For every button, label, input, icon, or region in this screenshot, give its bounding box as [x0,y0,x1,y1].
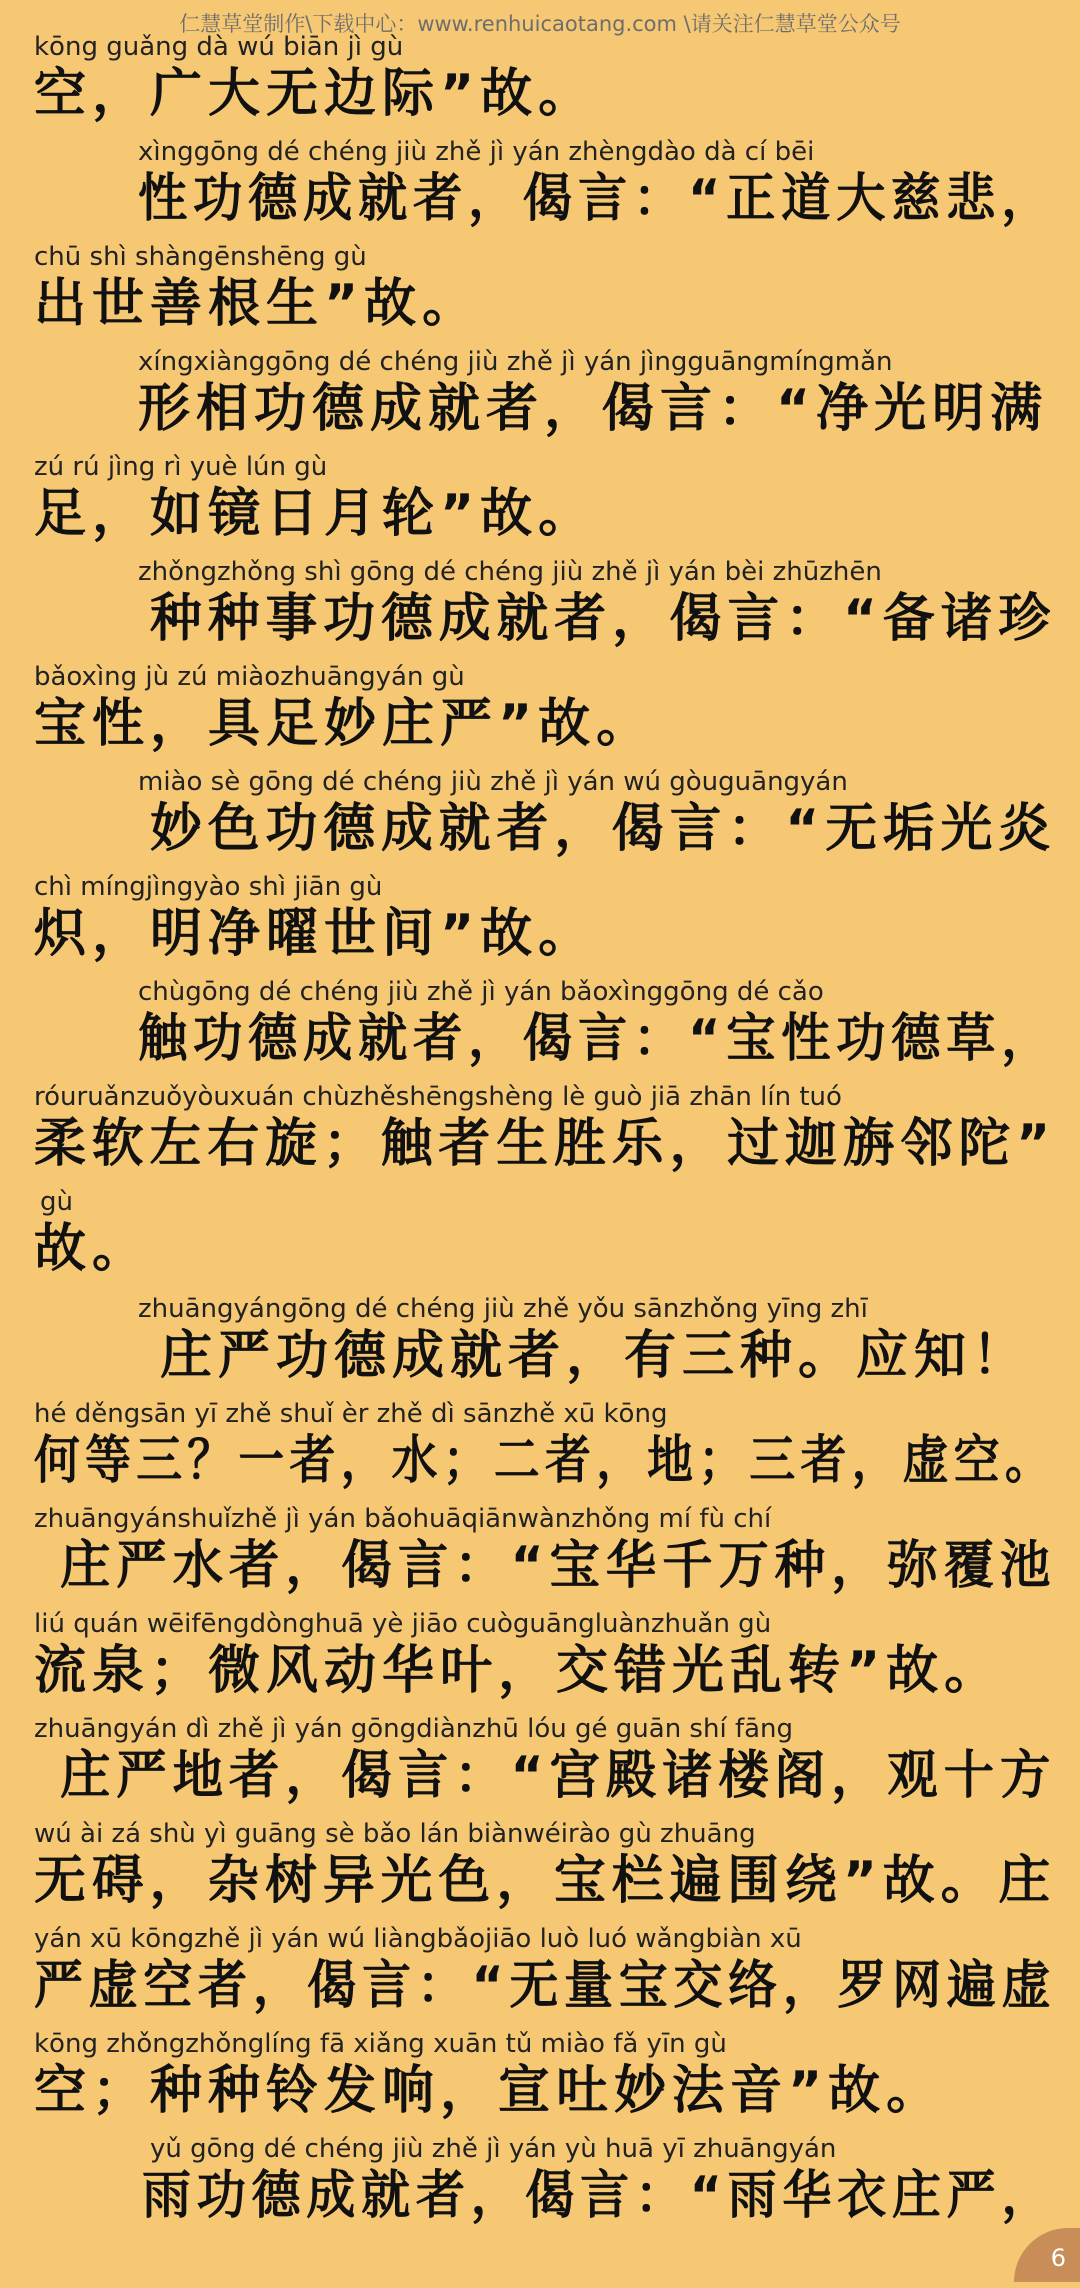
hanzi-line: 严虚空者，偈言：“无量宝交络，罗网遍虚 [34,1956,1057,2016]
text-line [0,555,1080,659]
hanzi-line: 空，广大无边际”故。 [34,64,597,124]
hanzi-line: 无碍，杂树异光色，宝栏遍围绕”故。庄 [34,1851,1057,1911]
text-line [0,1712,1080,1816]
text-line [0,660,1080,764]
hanzi-line: 足，如镜日月轮”故。 [34,484,597,544]
pinyin-line: gù [40,1187,73,1217]
text-line [0,240,1080,344]
hanzi-line: 流泉；微风动华叶，交错光乱转”故。 [34,1641,1003,1701]
pinyin-line: chì míngjìngyào shì jiān gù [34,872,383,902]
text-line [0,1080,1080,1184]
pinyin-line: róuruǎnzuǒyòuxuán chùzhěshēngshèng lè guò jiā zhān lín tuó [34,1082,842,1112]
page-number-badge: 6 [1014,2228,1080,2282]
pinyin-line: zhuāngyángōng dé chéng jiù zhě yǒu sānzhǒng yīng zhī [138,1294,868,1324]
hanzi-line: 雨功德成就者，偈言：“雨华衣庄严， [142,2166,1057,2226]
text-line [0,975,1080,1079]
pinyin-line: xìnggōng dé chéng jiù zhě jì yán zhèngdào dà cí bēi [138,137,815,167]
text-line [0,2132,1080,2236]
hanzi-line: 庄严地者，偈言：“宫殿诸楼阁，观十方 [60,1746,1057,1806]
hanzi-line: 触功德成就者，偈言：“宝性功德草， [138,1009,1057,1069]
hanzi-line: 炽，明净曜世间”故。 [34,904,597,964]
hanzi-line: 妙色功德成就者，偈言：“无垢光炎 [150,799,1057,859]
text-line [0,1922,1080,2026]
hanzi-line: 种种事功德成就者，偈言：“备诸珍 [150,589,1057,649]
pinyin-line: liú quán wēifēngdònghuā yè jiāo cuòguāngluànzhuǎn gù [34,1609,772,1639]
pinyin-line: zhǒngzhǒng shì gōng dé chéng jiù zhě jì yán bèi zhūzhēn [138,557,882,587]
text-line [0,1397,1080,1501]
hanzi-line: 故。 [34,1219,151,1279]
text-line [0,1292,1080,1396]
pinyin-line: kōng guǎng dà wú biān jì gù [34,32,404,62]
text-line [0,870,1080,974]
pinyin-line: chùgōng dé chéng jiù zhě jì yán bǎoxìnggōng dé cǎo [138,977,824,1007]
text-line [0,765,1080,869]
hanzi-line: 空；种种铃发响，宣吐妙法音”故。 [34,2061,945,2121]
hanzi-line: 何等三？一者，水；二者，地；三者，虚空。 [34,1431,1056,1491]
pinyin-line: bǎoxìng jù zú miàozhuāngyán gù [34,662,465,692]
pinyin-line: kōng zhǒngzhǒnglíng fā xiǎng xuān tǔ miào fǎ yīn gù [34,2029,727,2059]
pinyin-line: wú ài zá shù yì guāng sè bǎo lán biànwéirào gù zhuāng [34,1819,756,1849]
text-line [0,450,1080,554]
text-line [0,135,1080,239]
pinyin-line: hé děngsān yī zhě shuǐ èr zhě dì sānzhě xū kōng [34,1399,668,1429]
pinyin-line: zhuāngyánshuǐzhě jì yán bǎohuāqiānwànzhǒng mí fù chí [34,1504,772,1534]
pinyin-line: yán xū kōngzhě jì yán wú liàngbǎojiāo luò luó wǎngbiàn xū [34,1924,802,1954]
hanzi-line: 性功德成就者，偈言：“正道大慈悲， [138,169,1057,229]
hanzi-line: 形相功德成就者，偈言：“净光明满 [138,379,1049,439]
hanzi-line: 出世善根生”故。 [34,274,481,334]
text-line [0,1185,1080,1289]
text-line [0,2027,1080,2131]
hanzi-line: 宝性，具足妙庄严”故。 [34,694,655,754]
text-line [0,30,1080,134]
hanzi-line: 庄严水者，偈言：“宝华千万种，弥覆池 [60,1536,1057,1596]
pinyin-line: xíngxiànggōng dé chéng jiù zhě jì yán jìngguāngmíngmǎn [138,347,893,377]
pinyin-line: miào sè gōng dé chéng jiù zhě jì yán wú gòuguāngyán [138,767,848,797]
text-line [0,1502,1080,1606]
text-line [0,345,1080,449]
pinyin-line: yǔ gōng dé chéng jiù zhě jì yán yù huā yī zhuāngyán [150,2134,837,2164]
pinyin-line: zú rú jìng rì yuè lún gù [34,452,328,482]
pinyin-line: zhuāngyán dì zhě jì yán gōngdiànzhū lóu gé guān shí fāng [34,1714,794,1744]
pinyin-line: chū shì shàngēnshēng gù [34,242,367,272]
text-line [0,1817,1080,1921]
hanzi-line: 柔软左右旋；触者生胜乐，过迦旃邻陀” [34,1114,1057,1174]
watermark-header: 仁慧草堂制作\下载中心：www.renhuicaotang.com \请关注仁慧草堂公众号 [179,12,901,36]
hanzi-line: 庄严功德成就者，有三种。应知！ [160,1326,1031,1386]
text-line [0,1607,1080,1711]
